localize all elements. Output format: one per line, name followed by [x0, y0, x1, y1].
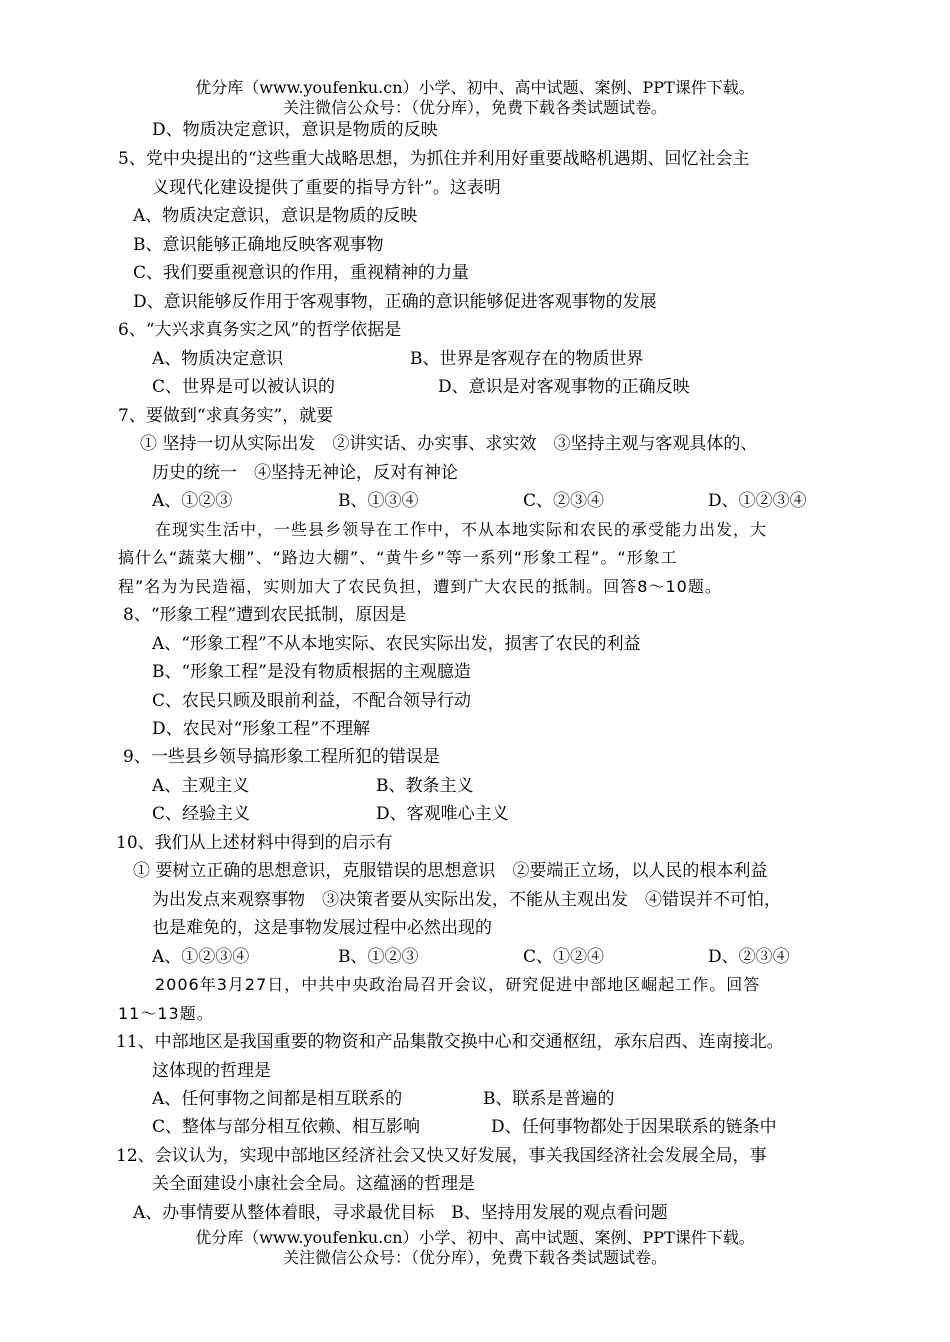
page-footer-line1: 优分库（www.youfenku.cn）小学、初中、高中试题、案例、PPT课件下载。	[195, 1228, 755, 1247]
q10-items-line3: 也是难免的，这是事物发展过程中必然出现的	[152, 918, 492, 938]
q5-option-a: A、物质决定意识，意识是物质的反映	[133, 206, 418, 226]
q6-option-a: A、物质决定意识	[152, 349, 284, 369]
q10-items-line1: ① 要树立正确的思想意识，克服错误的思想意识 ②要端正立场，以人民的根本利益	[133, 861, 768, 881]
q7-option-a: A、①②③	[152, 491, 233, 511]
q5-option-c: C、我们要重视意识的作用，重视精神的力量	[133, 263, 470, 283]
material2-line2: 11～13题。	[118, 1004, 214, 1023]
page-header-line2: 关注微信公众号：（优分库），免费下载各类试题试卷。	[282, 98, 667, 117]
q9-option-b: B、教条主义	[376, 776, 474, 796]
q10-option-d: D、②③④	[708, 947, 790, 967]
q5-option-b: B、意识能够正确地反映客观事物	[133, 235, 384, 255]
q6-option-b: B、世界是客观存在的物质世界	[410, 349, 644, 369]
q8-stem: 8、“形象工程”遭到农民抵制，原因是	[123, 605, 407, 625]
material1-line2: 搞什么“蔬菜大棚”、“路边大棚”、“黄牛乡”等一系列“形象工程”。“形象工	[118, 548, 678, 567]
material2-line1: 2006年3月27日，中共中央政治局召开会议，研究促进中部地区崛起工作。回答	[155, 975, 761, 994]
q6-option-c: C、世界是可以被认识的	[152, 377, 336, 397]
q10-items-line2: 为出发点来观察事物 ③决策者要从实际出发，不能从主观出发 ④错误并不可怕，	[152, 890, 781, 910]
q11-stem-line1: 11、中部地区是我国重要的物资和产品集散交换中心和交通枢纽，承东启西、连南接北。	[116, 1032, 784, 1052]
q8-option-a: A、“形象工程”不从本地实际、农民实际出发，损害了农民的利益	[152, 634, 641, 654]
q11-option-b: B、联系是普遍的	[483, 1089, 615, 1109]
q6-stem: 6、“大兴求真务实之风”的哲学依据是	[118, 320, 402, 340]
q12-stem-line2: 关全面建设小康社会全局。这蕴涵的哲理是	[152, 1174, 475, 1194]
material1-line3: 程”名为为民造福，实则加大了农民负担，遭到广大农民的抵制。回答8～10题。	[118, 577, 722, 596]
q11-option-a: A、任何事物之间都是相互联系的	[152, 1089, 403, 1109]
q10-stem: 10、我们从上述材料中得到的启示有	[116, 833, 393, 853]
material1-line1: 在现实生活中，一些县乡领导在工作中，不从本地实际和农民的承受能力出发，大	[155, 520, 768, 539]
q10-option-c: C、①②④	[523, 947, 605, 967]
q7-option-d: D、①②③④	[708, 491, 807, 511]
page-header-line1: 优分库（www.youfenku.cn）小学、初中、高中试题、案例、PPT课件下载。	[195, 78, 755, 97]
q9-stem: 9、一些县乡领导搞形象工程所犯的错误是	[123, 747, 440, 767]
q11-option-c: C、整体与部分相互依赖、相互影响	[152, 1117, 421, 1137]
q8-option-b: B、“形象工程”是没有物质根据的主观臆造	[152, 662, 471, 682]
q10-option-b: B、①②③	[338, 947, 419, 967]
q5-stem-line1: 5、党中央提出的“这些重大战略思想，为抓住并利用好重要战略机遇期、回忆社会主	[118, 149, 750, 169]
q10-option-a: A、①②③④	[152, 947, 250, 967]
q7-items-line1: ① 坚持一切从实际出发 ②讲实话、办实事、求实效 ③坚持主观与客观具体的、	[140, 434, 758, 454]
q11-option-d: D、任何事物都处于因果联系的链条中	[491, 1117, 777, 1137]
q9-option-d: D、客观唯心主义	[376, 804, 509, 824]
q8-option-d: D、农民对“形象工程”不理解	[152, 719, 371, 739]
q5-option-d: D、意识能够反作用于客观事物，正确的意识能够促进客观事物的发展	[133, 292, 657, 312]
q9-option-c: C、经验主义	[152, 804, 251, 824]
q12-options-ab: A、办事情要从整体着眼，寻求最优目标 B、坚持用发展的观点看问题	[133, 1203, 668, 1223]
q7-option-c: C、②③④	[523, 491, 605, 511]
q7-option-b: B、①③④	[338, 491, 419, 511]
q9-option-a: A、主观主义	[152, 776, 250, 796]
q6-option-d: D、意识是对客观事物的正确反映	[438, 377, 690, 397]
q8-option-c: C、农民只顾及眼前利益，不配合领导行动	[152, 691, 472, 711]
q11-stem-line2: 这体现的哲理是	[152, 1061, 271, 1081]
q12-stem-line1: 12、会议认为，实现中部地区经济社会又快又好发展，事关我国经济社会发展全局，事	[116, 1146, 767, 1166]
q4-option-d: D、物质决定意识，意识是物质的反映	[152, 120, 438, 140]
q5-stem-line2: 义现代化建设提供了重要的指导方针”。这表明	[152, 178, 501, 198]
page-footer-line2: 关注微信公众号：（优分库），免费下载各类试题试卷。	[282, 1248, 667, 1267]
q7-items-line2: 历史的统一 ④坚持无神论，反对有神论	[152, 463, 458, 483]
q7-stem: 7、要做到“求真务实”，就要	[118, 406, 334, 426]
